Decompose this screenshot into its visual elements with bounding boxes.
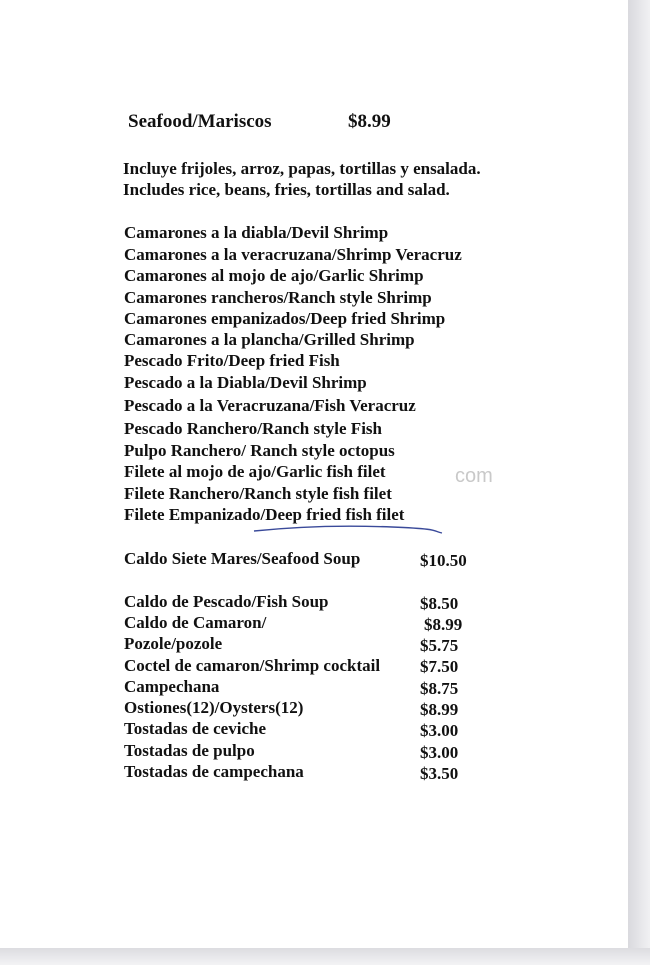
menu-price: $10.50 (420, 551, 467, 570)
menu-item: Tostadas de ceviche (124, 719, 266, 738)
menu-price: $8.75 (420, 679, 459, 698)
intro-english: Includes rice, beans, fries, tortillas and salad. (123, 180, 450, 199)
menu-item: Filete Empanizado/Deep fried fish filet (124, 505, 405, 524)
menu-item: Pozole/pozole (124, 634, 223, 653)
menu-item: Pescado Frito/Deep fried Fish (124, 351, 340, 370)
menu-item: Caldo de Camaron/ (124, 613, 267, 632)
menu-item: Camarones rancheros/Ranch style Shrimp (124, 288, 432, 307)
menu-item: Campechana (124, 677, 220, 696)
menu-item: Tostadas de pulpo (124, 741, 255, 760)
menu-price: $7.50 (420, 657, 459, 676)
menu-item: Caldo de Pescado/Fish Soup (124, 592, 329, 611)
menu-item: Camarones al mojo de ajo/Garlic Shrimp (124, 266, 424, 285)
menu-price: $8.99 (424, 615, 463, 634)
menu-price: $3.50 (420, 764, 459, 783)
menu-item: Ostiones(12)/Oysters(12) (124, 698, 304, 717)
section-price: $8.99 (348, 111, 391, 132)
menu-price: $3.00 (420, 721, 459, 740)
menu-item: Pescado a la Veracruzana/Fish Veracruz (124, 396, 416, 415)
menu-item: Pescado Ranchero/Ranch style Fish (124, 419, 382, 438)
menu-item: Filete Ranchero/Ranch style fish filet (124, 484, 392, 503)
menu-item: Coctel de camaron/Shrimp cocktail (124, 656, 381, 675)
scan-edge-bottom (0, 948, 650, 965)
menu-item-seafood-soup: Caldo Siete Mares/Seafood Soup (124, 549, 361, 568)
menu-item: Pescado a la Diabla/Devil Shrimp (124, 373, 367, 392)
pen-underline-mark (252, 523, 444, 535)
watermark-text: com (455, 465, 493, 487)
menu-item: Camarones a la plancha/Grilled Shrimp (124, 330, 415, 349)
menu-item: Filete al mojo de ajo/Garlic fish filet (124, 462, 386, 481)
section-title: Seafood/Mariscos (128, 111, 272, 132)
menu-item: Camarones a la diabla/Devil Shrimp (124, 223, 389, 242)
menu-price: $5.75 (420, 636, 459, 655)
menu-item: Pulpo Ranchero/ Ranch style octopus (124, 441, 395, 460)
menu-price: $8.50 (420, 594, 459, 613)
menu-item: Camarones empanizados/Deep fried Shrimp (124, 309, 446, 328)
menu-item: Tostadas de campechana (124, 762, 304, 781)
menu-price: $8.99 (420, 700, 459, 719)
menu-price: $3.00 (420, 743, 459, 762)
menu-item: Camarones a la veracruzana/Shrimp Veracruz (124, 245, 462, 264)
intro-spanish: Incluye frijoles, arroz, papas, tortillas y ensalada. (123, 159, 481, 178)
scan-edge-right (628, 0, 650, 965)
